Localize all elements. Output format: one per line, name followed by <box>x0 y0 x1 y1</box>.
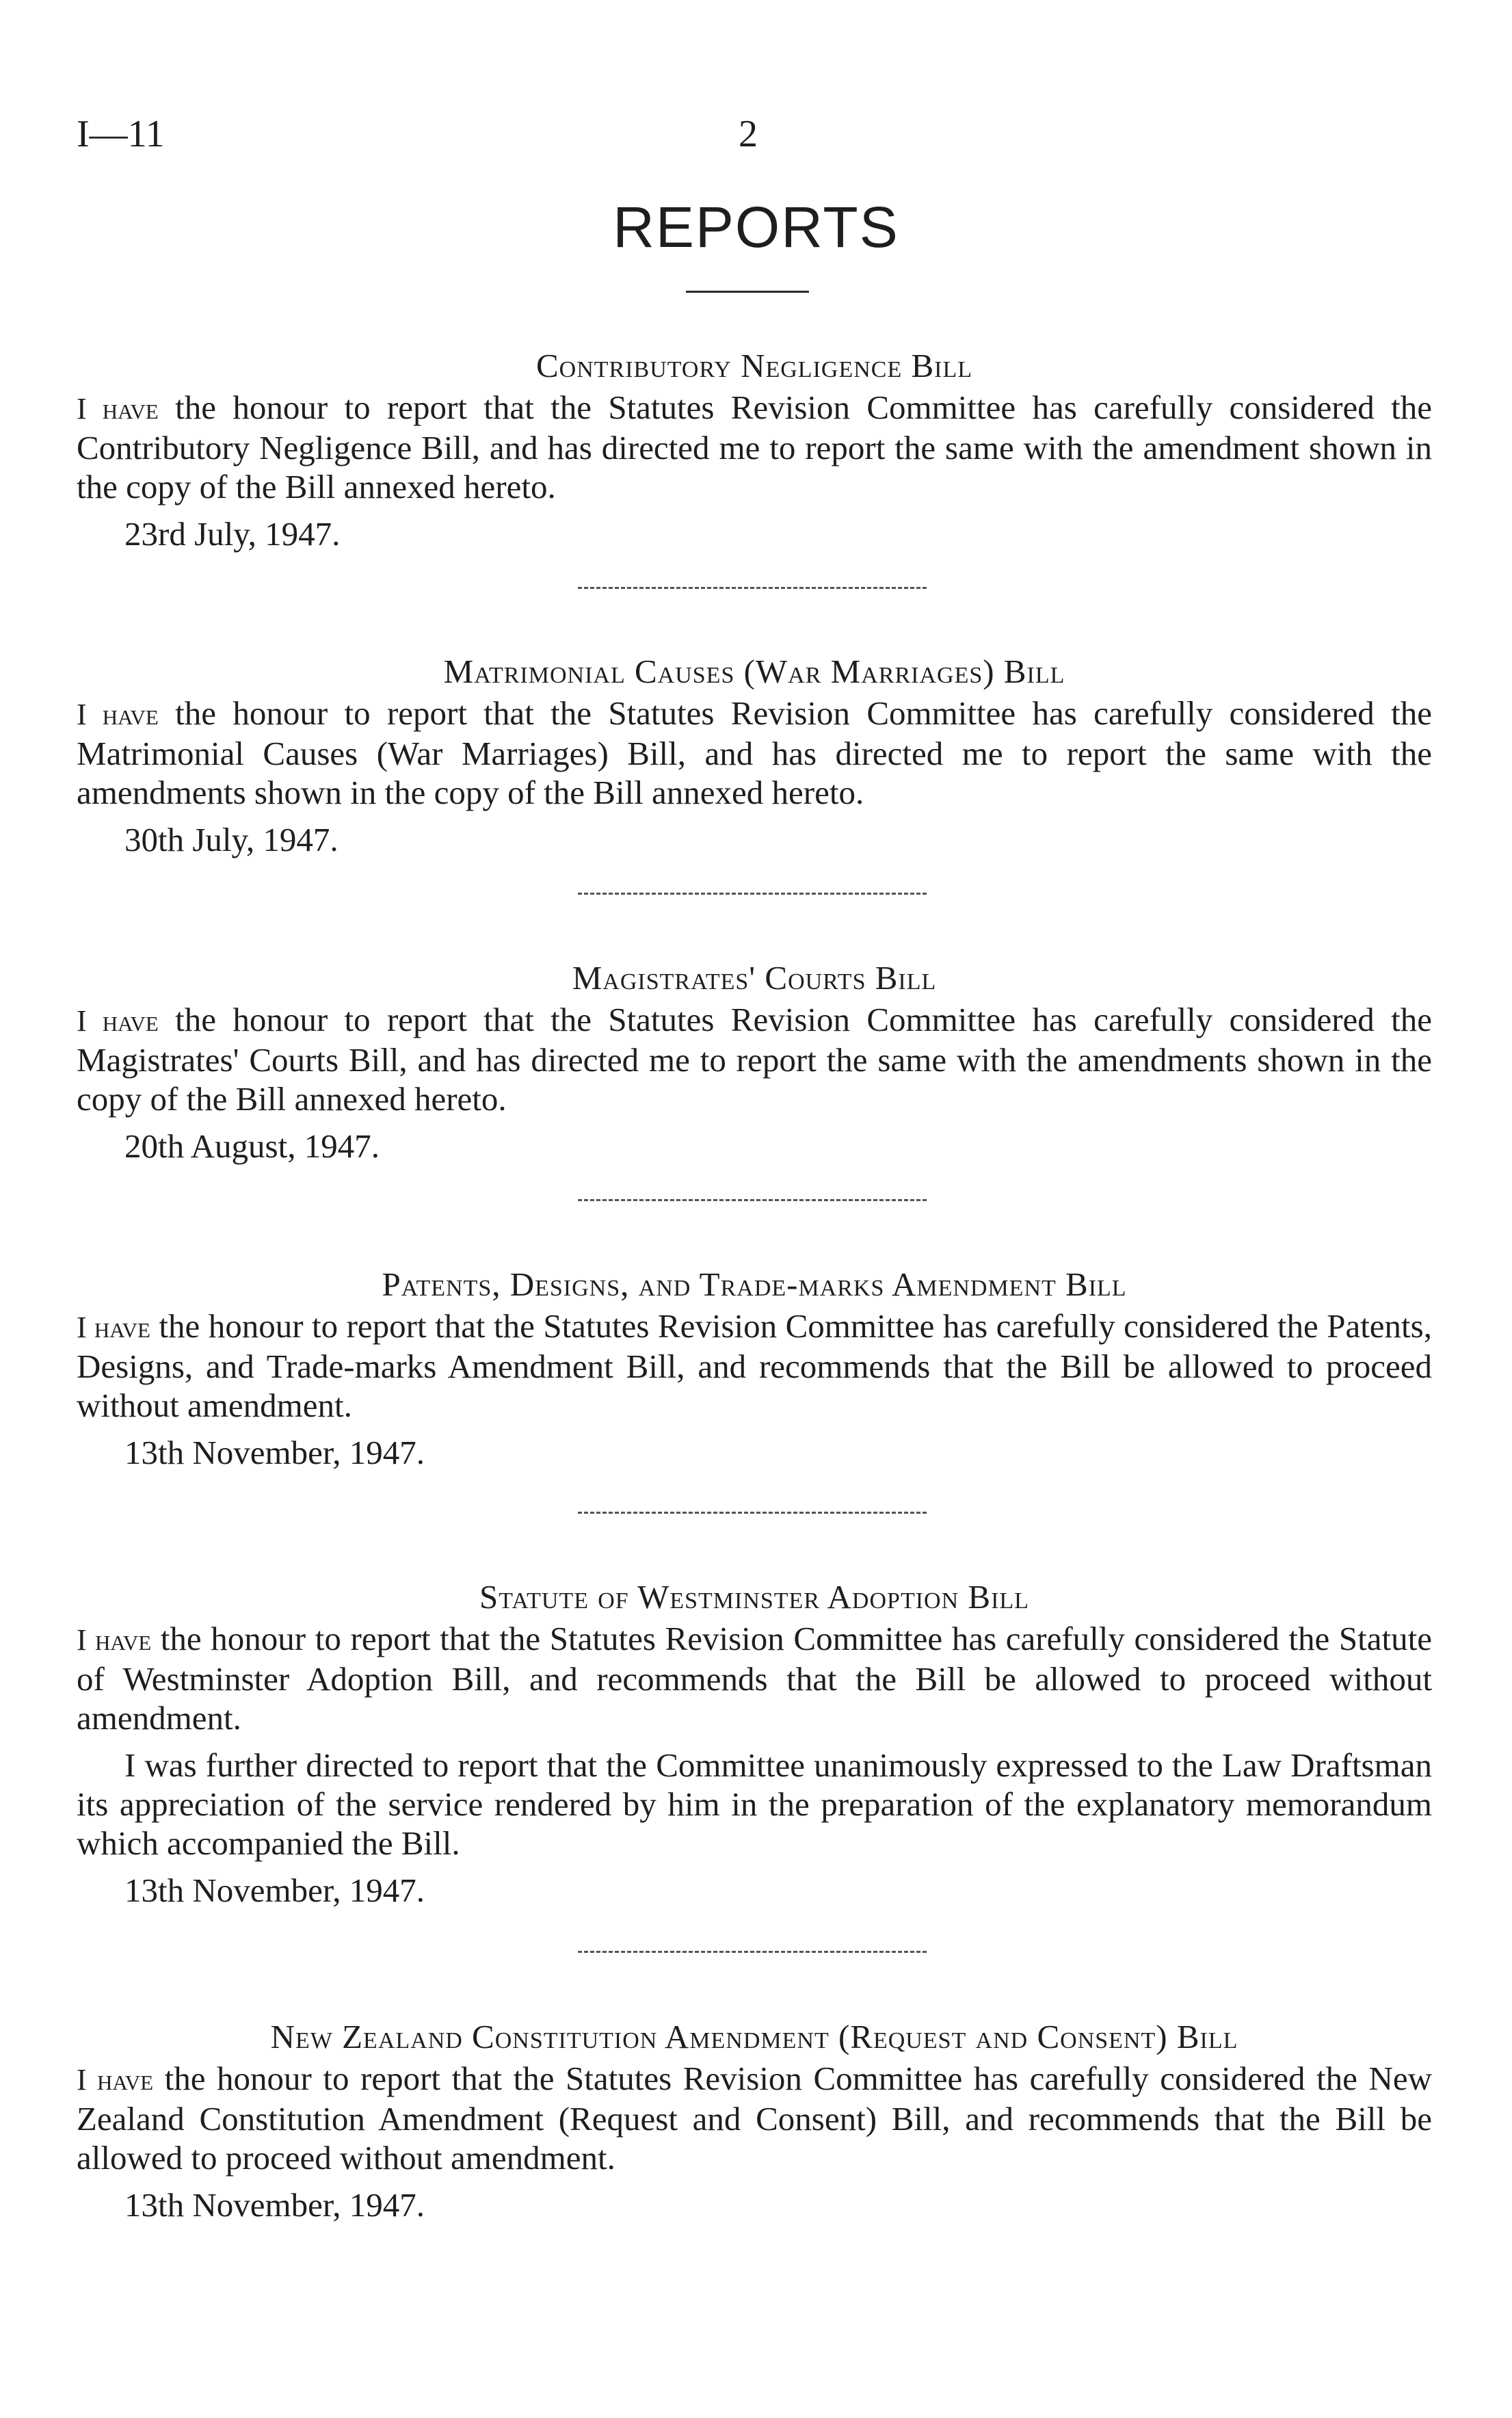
section-heading: New Zealand Constitution Amendment (Request and Consent) Bill <box>270 2018 1238 2055</box>
page-title: REPORTS <box>613 195 899 259</box>
section-body <box>77 694 1432 812</box>
section-body-continued: I was further directed to report that the Committee unanimously expressed to the Law Draftsman its appreciation of the service rendered by him in the preparation of the explanatory memorandum which accompanied the Bill. <box>77 1746 1432 1862</box>
section-text: the honour to report that the Statutes Revision Committee has carefully considered the Patents, Designs, and Trade-marks Amendment Bill, and recommends that the Bill be allowed to proceed without amendment. <box>77 1307 1432 1424</box>
section-lead: I have <box>77 1623 152 1657</box>
section-body <box>77 2059 1432 2177</box>
section-divider <box>578 1512 927 1515</box>
section-text: the honour to report that the Statutes Revision Committee has carefully considered the Matrimonial Causes (War Marriages) Bill, and has directed me to report the same with the amendments shown in the copy of the Bill annexed hereto. <box>77 694 1432 811</box>
section-heading: Patents, Designs, and Trade-marks Amendment Bill <box>382 1265 1127 1303</box>
report-section <box>77 2016 1432 2224</box>
page-number: 2 <box>739 113 758 155</box>
document-reference: I—11 <box>77 113 165 155</box>
report-section <box>77 958 1432 1166</box>
section-body <box>77 1306 1432 1425</box>
section-lead: I have <box>77 698 159 731</box>
section-lead: I have <box>77 1311 150 1344</box>
title-rule <box>686 291 809 293</box>
section-date: 13th November, 1947. <box>124 2186 425 2224</box>
section-heading: Contributory Negligence Bill <box>535 347 973 384</box>
section-body <box>77 1000 1432 1118</box>
report-section <box>77 1577 1432 1910</box>
section-lead: I have <box>77 392 159 425</box>
section-lead: I have <box>77 2063 154 2097</box>
section-divider <box>578 1199 927 1203</box>
section-date: 30th July, 1947. <box>124 821 339 858</box>
section-body <box>77 1619 1432 1737</box>
section-heading: Matrimonial Causes (War Marriages) Bill <box>443 653 1065 690</box>
section-date: 23rd July, 1947. <box>124 515 341 553</box>
section-date: 13th November, 1947. <box>124 1871 425 1909</box>
section-heading: Magistrates' Courts Bill <box>572 959 937 997</box>
section-heading: Statute of Westminster Adoption Bill <box>479 1578 1029 1616</box>
section-text: the honour to report that the Statutes Revision Committee has carefully considered the Contributory Negligence Bill, and has directed me to report the same with the amendment shown in the copy of the Bill annexed hereto. <box>77 389 1432 505</box>
section-divider <box>578 1951 927 1954</box>
section-text: the honour to report that the Statutes Revision Committee has carefully considered the New Zealand Constitution Amendment (Request and Consent) Bill, and recommends that the Bill be allowed to proceed without amendment. <box>77 2060 1432 2177</box>
section-date: 20th August, 1947. <box>124 1127 380 1165</box>
section-date: 13th November, 1947. <box>124 1434 425 1471</box>
section-body <box>77 388 1432 506</box>
section-lead: I have <box>77 1004 159 1038</box>
section-text: the honour to report that the Statutes Revision Committee has carefully considered the Statute of Westminster Adoption Bill, and recommends that the Bill be allowed to proceed without amendment. <box>77 1620 1432 1737</box>
report-section <box>77 651 1432 859</box>
report-section <box>77 345 1432 553</box>
section-divider <box>578 893 927 896</box>
section-divider <box>578 587 927 590</box>
section-text: the honour to report that the Statutes Revision Committee has carefully considered the Magistrates' Courts Bill, and has directed me to report the same with the amendments shown in the copy of the Bill annexed hereto. <box>77 1001 1432 1118</box>
report-section <box>77 1264 1432 1472</box>
